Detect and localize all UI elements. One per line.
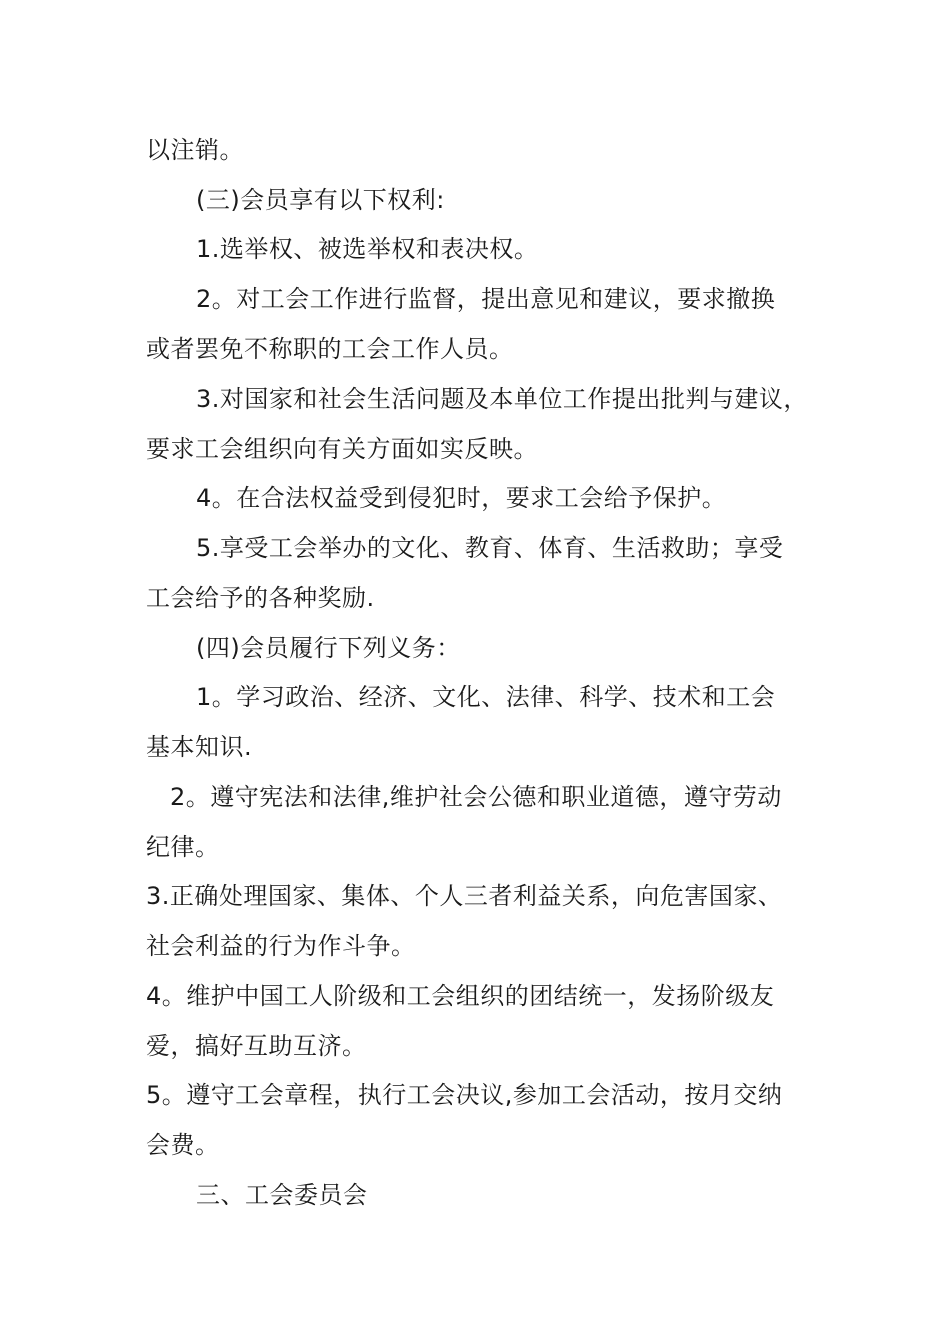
text-line-22: 三、工会委员会 <box>196 1181 368 1209</box>
text-line-20: 5。遵守工会章程，执行工会决议,参加工会活动，按月交纳 <box>146 1081 783 1109</box>
text-line-4: 2。对工会工作进行监督，提出意见和建议，要求撤换 <box>196 285 776 313</box>
text-line-12: 1。学习政治、经济、文化、法律、科学、技术和工会 <box>196 683 776 711</box>
text-line-18: 4。维护中国工人阶级和工会组织的团结统一，发扬阶级友 <box>146 982 775 1010</box>
text-line-9: 5.享受工会举办的文化、教育、体育、生活救助；享受 <box>196 534 784 562</box>
text-line-5: 或者罢免不称职的工会工作人员。 <box>146 335 514 363</box>
text-line-1: 以注销。 <box>146 136 244 164</box>
text-line-21: 会费。 <box>146 1131 220 1159</box>
text-line-2: (三)会员享有以下权利: <box>196 186 445 214</box>
text-line-8: 4。在合法权益受到侵犯时，要求工会给予保护。 <box>196 484 727 512</box>
text-line-10: 工会给予的各种奖励. <box>146 584 375 612</box>
text-line-3: 1.选举权、被选举权和表决权。 <box>196 235 539 263</box>
text-line-16: 3.正确处理国家、集体、个人三者利益关系，向危害国家、 <box>146 882 783 910</box>
text-line-19: 爱，搞好互助互济。 <box>146 1032 367 1060</box>
text-line-17: 社会利益的行为作斗争。 <box>146 932 416 960</box>
text-line-7: 要求工会组织向有关方面如实反映。 <box>146 435 538 463</box>
text-line-14: 2。遵守宪法和法律,维护社会公德和职业道德，遵守劳动 <box>170 783 782 811</box>
text-line-11: (四)会员履行下列义务： <box>196 634 461 662</box>
text-line-15: 纪律。 <box>146 833 220 861</box>
text-line-6: 3.对国家和社会生活问题及本单位工作提出批判与建议， <box>196 385 808 413</box>
text-line-13: 基本知识. <box>146 733 253 761</box>
